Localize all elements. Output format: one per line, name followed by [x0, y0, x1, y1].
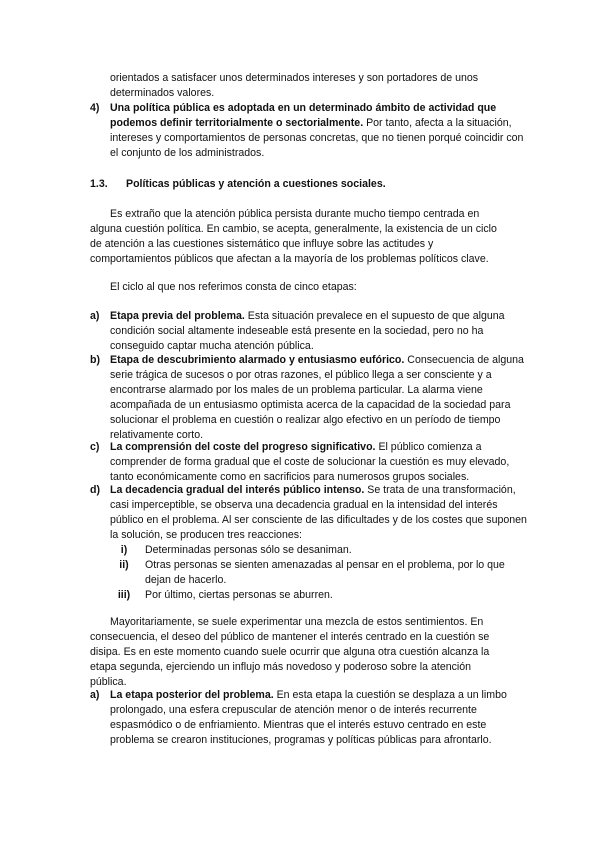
intro-continuation: orientados a satisfacer unos determinados intereses y son portadores de unos determinados valores.: [110, 72, 479, 99]
list-item-stage-b: [90, 353, 530, 443]
section-number: 1.3.: [90, 178, 108, 190]
list-item-stage-a: [90, 309, 530, 354]
paragraph-2: El ciclo al que nos referimos consta de cinco etapas:: [110, 281, 357, 293]
list-item-body: [110, 353, 530, 443]
list-marker: d): [90, 484, 100, 496]
list-marker: a): [90, 310, 100, 322]
reaction-text: Otras personas se sienten amenazadas al pensar en el problema, por lo que dejan de hacerlo.: [145, 559, 505, 586]
list-item-bold: La etapa posterior del problema.: [110, 689, 274, 701]
list-item-bold: Etapa previa del problema.: [110, 310, 245, 322]
list-item-text: En esta etapa la cuestión se desplaza a un limbo prolongado, una esfera crepuscular de atención menor o de interés recurrente espasmódico o de enfriamiento. Mientras que el interés estuvo centrado en este problema se crearon instituciones, programas y políticas públicas para afrontarlo.: [110, 689, 507, 746]
reaction-text: Determinadas personas sólo se desaniman.: [145, 544, 352, 556]
list-item-body: [110, 688, 530, 748]
list-item-stage-c: [90, 440, 530, 485]
list-item-bold: La decadencia gradual del interés público intenso.: [110, 484, 365, 496]
reaction-item: [110, 588, 530, 603]
paragraph-3: Mayoritariamente, se suele experimentar una mezcla de estos sentimientos. En consecuencia, el deseo del público de mantener el interés centrado en la cuestión se disipa. Es en este momento cuando suele ocurrir que alguna otra cuestión alcanza la etapa segunda, ejerciendo un influjo más novedoso y poderoso sobre la atención pública.: [90, 616, 490, 688]
section-title: Políticas públicas y atención a cuestiones sociales.: [126, 178, 386, 190]
list-item-text: Se trata de una transformación, casi imperceptible, se observa una decadencia gradual en la intensidad del interés público en el problema. Al ser consciente de las dificultades y de los costes que suponen la solución, se producen tres reacciones:: [110, 484, 527, 541]
section-heading: [90, 177, 530, 192]
list-marker: 4): [90, 102, 100, 114]
list-item-bold: La comprensión del coste del progreso significativo.: [110, 441, 376, 453]
list-item-body: [110, 101, 530, 161]
list-item-text: Por tanto, afecta a la situación, intereses y comportamientos de personas concretas, que no tienen porqué coincidir con el conjunto de los administrados.: [110, 117, 524, 159]
reactions-list: [110, 543, 530, 603]
list-item-text: Esta situación prevalece en el supuesto de que alguna condición social altamente indeseable está presente en la sociedad, pero no ha conseguido captar mucha atención pública.: [110, 310, 505, 352]
list-item-body: [110, 309, 530, 354]
list-item-bold: Una política pública es adoptada en un determinado ámbito de actividad que podemos definir territorialmente o sectorialmente.: [110, 102, 497, 129]
list-marker: c): [90, 441, 100, 453]
reaction-item: [110, 558, 530, 588]
reaction-marker: iii): [117, 589, 131, 601]
reaction-marker: ii): [119, 559, 129, 571]
reaction-text: Por último, ciertas personas se aburren.: [145, 589, 333, 601]
list-item-stage-d: [90, 483, 530, 543]
reaction-item: [110, 543, 530, 558]
list-item-text: Consecuencia de alguna serie trágica de sucesos o por otras razones, el público llega a ser consciente y a encontrarse alarmado por los males de un problema particular. La alarma viene acompañada de un entusiasmo optimista acerca de la capacidad de la sociedad para solucionar el problema en cuestión o realizar algo efectivo en un período de tiempo relativamente corto.: [110, 354, 524, 441]
list-item-4: [90, 101, 530, 161]
list-marker: b): [90, 354, 100, 366]
list-item-body: [110, 483, 530, 543]
paragraph-1: Es extraño que la atención pública persista durante mucho tiempo centrada en alguna cuestión política. En cambio, se acepta, generalmente, la existencia de un ciclo de atención a las cuestiones sistemático que influye sobre las actitudes y comportamientos públicos que afectan a la mayoría de los problemas políticos clave.: [90, 208, 497, 265]
list-item-bold: Etapa de descubrimiento alarmado y entusiasmo eufórico.: [110, 354, 405, 366]
list-item-final-stage: [90, 688, 530, 748]
list-item-body: [110, 440, 530, 485]
list-marker: a): [90, 689, 100, 701]
list-item-text: El público comienza a comprender de forma gradual que el coste de solucionar la cuestión es muy elevado, tanto económicamente como en sacrificios para numerosos grupos sociales.: [110, 441, 510, 483]
reaction-marker: i): [120, 544, 128, 556]
